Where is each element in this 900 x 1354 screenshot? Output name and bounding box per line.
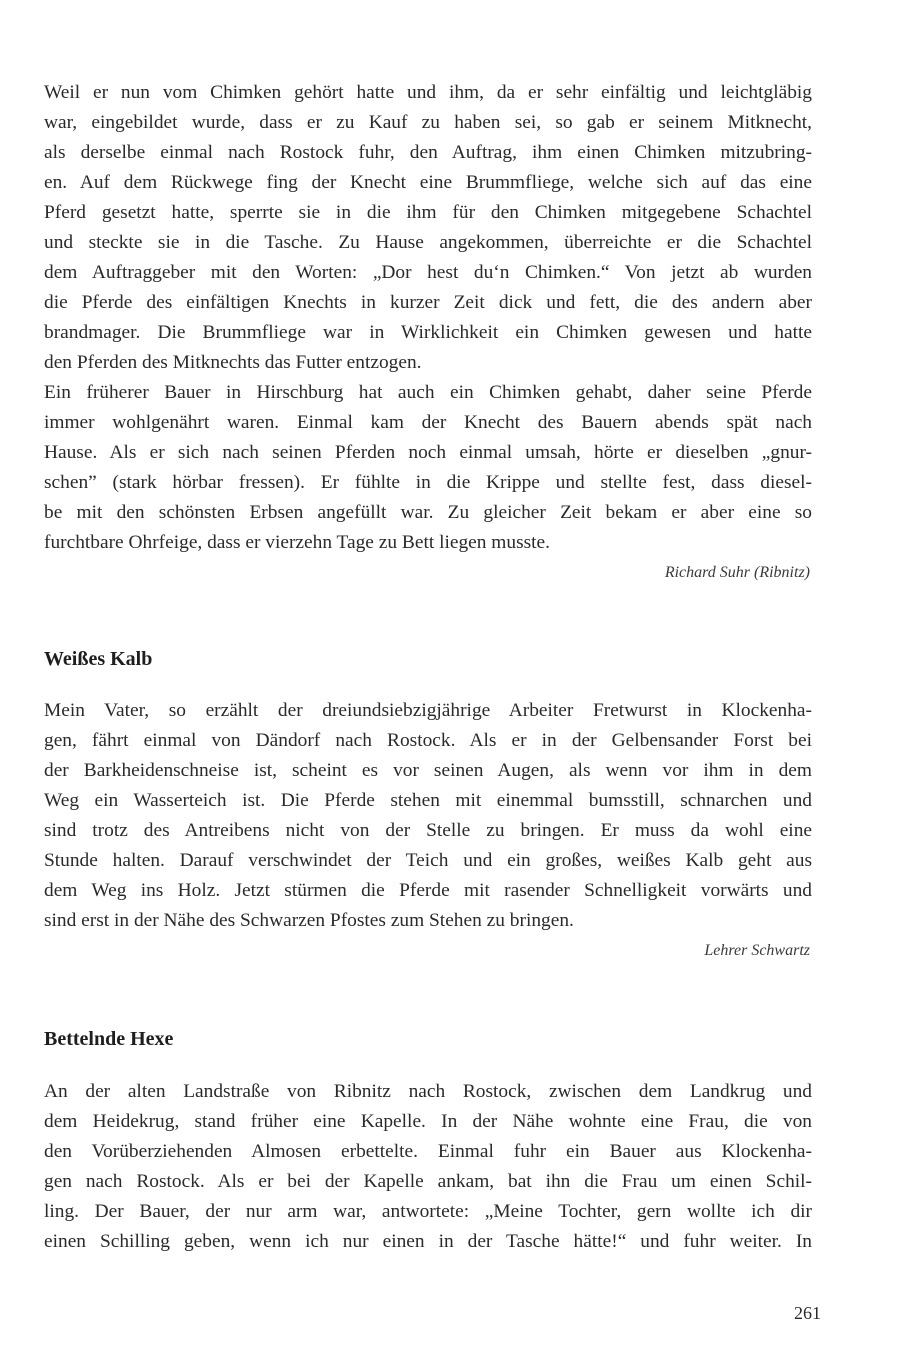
text-line: der Barkheidenschneise ist, scheint es vor seinen Augen, als wenn vor ihm in dem [44,760,812,781]
text-line: Weil er nun vom Chimken gehört hatte und ihm, da er sehr einfältig und leichtgläbig [44,82,812,103]
story-bettelnde-hexe [44,1077,812,1257]
text-line: An der alten Landstraße von Ribnitz nach Rostock, zwischen dem Landkrug und [44,1081,812,1102]
text-line: gen, fährt einmal von Dändorf nach Rostock. Als er in der Gelbensander Forst bei [44,730,812,751]
text-line: einen Schilling geben, wenn ich nur einen in der Tasche hätte!“ und fuhr weiter. In [44,1231,812,1252]
text-line: furchtbare Ohrfeige, dass er vierzehn Tage zu Bett liegen musste. [44,532,551,553]
text-line: be mit den schönsten Erbsen angefüllt war. Zu gleicher Zeit bekam er aber eine so [44,502,812,523]
story-weisses-kalb [44,696,812,966]
document-page [44,78,812,1257]
text-line: immer wohlgenährt waren. Einmal kam der Knecht des Bauern abends spät nach [44,412,812,433]
text-line: dem Weg ins Holz. Jetzt stürmen die Pferde mit rasender Schnelligkeit vorwärts und [44,880,812,901]
text-line: die Pferde des einfältigen Knechts in kurzer Zeit dick und fett, die des andern aber [44,292,812,313]
section-heading: Bettelnde Hexe [44,1028,174,1050]
text-line: schen” (stark hörbar fressen). Er fühlte in die Krippe und stellte fest, dass diesel- [44,472,812,493]
author-signature: Lehrer Schwartz [704,942,810,959]
text-line: en. Auf dem Rückwege fing der Knecht eine Brummfliege, welche sich auf das eine [44,172,812,193]
text-line: brandmager. Die Brummfliege war in Wirklichkeit ein Chimken gewesen und hatte [44,322,812,343]
text-line: Stunde halten. Darauf verschwindet der Teich und ein großes, weißes Kalb geht aus [44,850,812,871]
author-signature: Richard Suhr (Ribnitz) [664,564,810,581]
story-weisses-kalb-text [44,696,812,936]
text-line: sind erst in der Nähe des Schwarzen Pfostes zum Stehen zu bringen. [44,910,574,931]
text-line: dem Heidekrug, stand früher eine Kapelle. In der Nähe wohnte eine Frau, die von [44,1111,812,1132]
text-line: Weg ein Wasserteich ist. Die Pferde stehen mit einemmal bumsstill, schnarchen und [44,790,812,811]
story-chimken-text [44,78,812,558]
text-line: dem Auftraggeber mit den Worten: „Dor hest du‘n Chimken.“ Von jetzt ab wurden [44,262,812,283]
story-bettelnde-hexe-text [44,1077,812,1257]
text-line: sind trotz des Antreibens nicht von der Stelle zu bringen. Er muss da wohl eine [44,820,812,841]
text-line: und steckte sie in die Tasche. Zu Hause angekommen, überreichte er die Schachtel [44,232,812,253]
text-line: war, eingebildet wurde, dass er zu Kauf zu haben sei, so gab er seinem Mitknecht, [44,112,812,133]
text-line: Hause. Als er sich nach seinen Pferden noch einmal umsah, hörte er dieselben „gnur- [44,442,812,463]
text-line: Ein früherer Bauer in Hirschburg hat auch ein Chimken gehabt, daher seine Pferde [44,382,812,403]
text-line: den Vorüberziehenden Almosen erbettelte. Einmal fuhr ein Bauer aus Klockenha- [44,1141,812,1162]
story-chimken [44,78,812,588]
text-line: den Pferden des Mitknechts das Futter entzogen. [44,352,422,373]
text-line: gen nach Rostock. Als er bei der Kapelle ankam, bat ihn die Frau um einen Schil- [44,1171,812,1192]
section-heading: Weißes Kalb [44,648,153,670]
text-line: als derselbe einmal nach Rostock fuhr, den Auftrag, ihm einen Chimken mitzubring- [44,142,812,163]
text-line: Pferd gesetzt hatte, sperrte sie in die ihm für den Chimken mitgegebene Schachtel [44,202,812,223]
text-line: Mein Vater, so erzählt der dreiundsiebzigjährige Arbeiter Fretwurst in Klockenha- [44,700,812,721]
page-number: 261 [794,1303,821,1323]
text-line: ling. Der Bauer, der nur arm war, antwortete: „Meine Tochter, gern wollte ich dir [44,1201,812,1222]
